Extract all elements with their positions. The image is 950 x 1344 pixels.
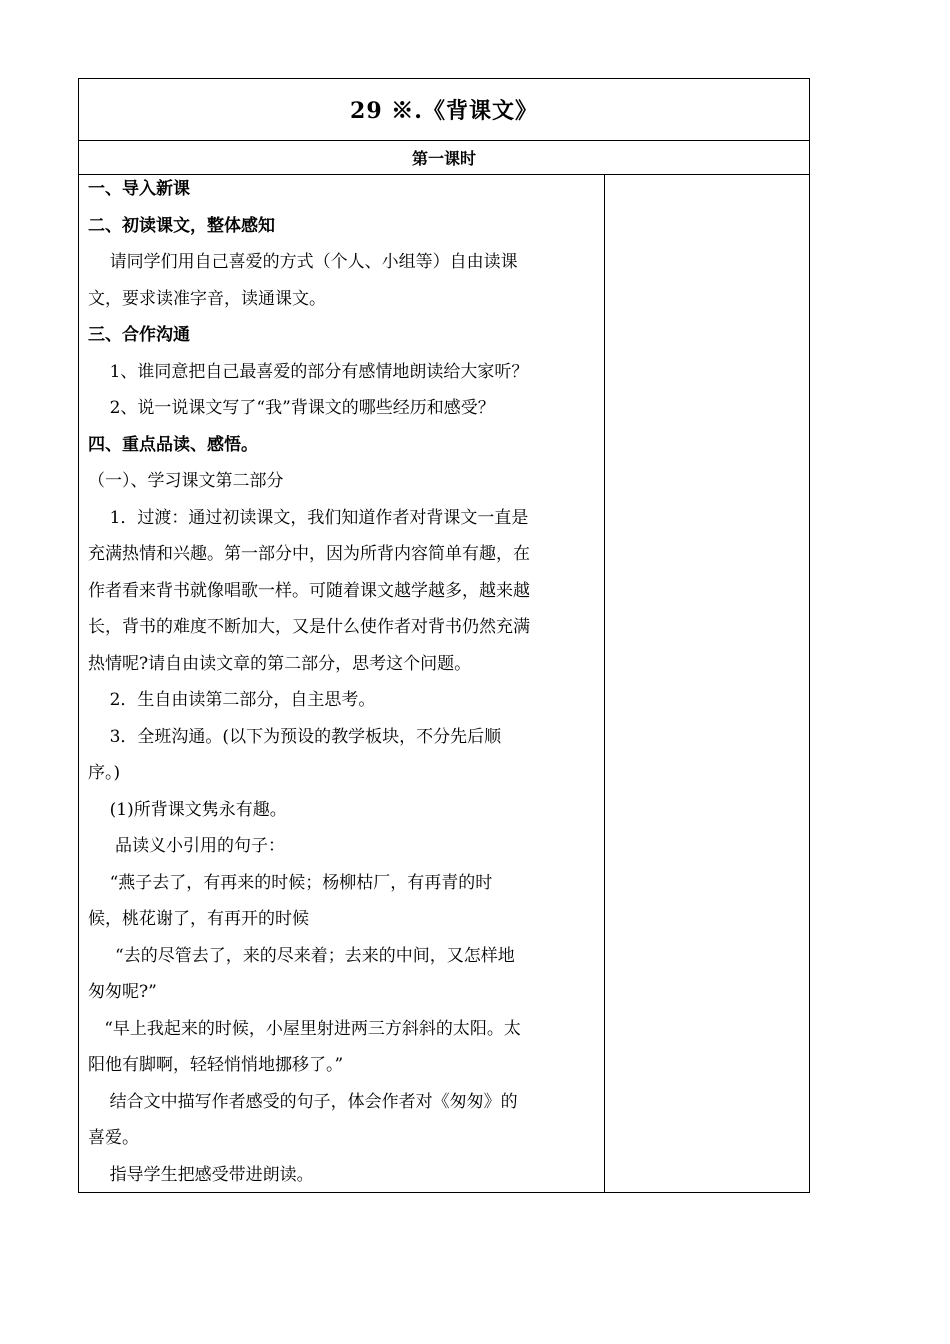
main-content-cell — [79, 175, 605, 1192]
body-text-line: “早上我起来的时候，小屋里射进两三方斜斜的太阳。太 — [88, 1018, 521, 1039]
lesson-title: 29 ※.《背课文》 — [350, 98, 538, 124]
body-text-line: (1)所背课文隽永有趣。 — [88, 799, 287, 820]
body-text-line: 请同学们用自己喜爱的方式（个人、小组等）自由读课 — [88, 252, 518, 272]
body-text-line: 充满热情和兴趣。第一部分中，因为所背内容简单有趣，在 — [88, 544, 530, 564]
notes-cell — [606, 175, 809, 1192]
body-text-line: 长，背书的难度不断加大，又是什么使作者对背书仍然充满 — [88, 617, 530, 637]
body-text-line: 2、说一说课文写了“我”背课文的哪些经历和感受？ — [88, 398, 495, 418]
session-row — [79, 140, 809, 175]
body-text-line: 文，要求读准字音，读通课文。 — [88, 288, 326, 309]
body-text-line: 候，桃花谢了，有再开的时候 — [88, 909, 309, 929]
body-text-line: 匆匆呢?” — [88, 982, 157, 1002]
body-text-line: “燕子去了，有再来的时候；杨柳枯厂，有再青的时 — [88, 872, 493, 893]
section-heading: 三、合作沟通 — [88, 325, 190, 345]
lesson-plan-table — [78, 78, 810, 1193]
body-text-line: 阳他有脚啊，轻轻悄悄地挪移了。” — [88, 1055, 344, 1075]
body-text-line: 1、谁同意把自己最喜爱的部分有感情地朗读给大家听？ — [88, 361, 529, 382]
section-heading: 四、重点品读、感悟。 — [88, 434, 258, 455]
body-text-line: （一）、学习课文第二部分 — [88, 471, 284, 491]
body-text-line: 2．生自由读第二部分，自主思考。 — [88, 690, 376, 710]
body-text-line: 热情呢?请自由读文章的第二部分，思考这个问题。 — [88, 653, 472, 674]
section-heading: 二、初读课文，整体感知 — [88, 215, 275, 236]
body-text-line: 喜爱。 — [88, 1128, 139, 1148]
body-text-line: “去的尽管去了，来的尽来着；去来的中间，又怎样地 — [88, 945, 515, 966]
body-text-line: 1．过渡：通过初读课文，我们知道作者对背课文一直是 — [88, 507, 529, 528]
section-heading: 一、导入新课 — [88, 179, 190, 199]
content-row — [79, 175, 809, 1192]
body-text-line: 序。) — [88, 763, 121, 783]
body-text-line: 结合文中描写作者感受的句子，体会作者对《匆匆》的 — [88, 1091, 518, 1112]
body-text-line: 作者看来背书就像唱歌一样。可随着课文越学越多，越来越 — [88, 580, 530, 601]
session-label: 第一课时 — [411, 148, 476, 168]
title-row — [79, 79, 809, 141]
body-text-line: 3．全班沟通。(以下为预设的教学板块，不分先后顺 — [88, 726, 502, 747]
body-text-line: 品读义小引用的句子： — [88, 836, 286, 856]
body-text-line: 指导学生把感受带进朗读。 — [88, 1164, 314, 1185]
